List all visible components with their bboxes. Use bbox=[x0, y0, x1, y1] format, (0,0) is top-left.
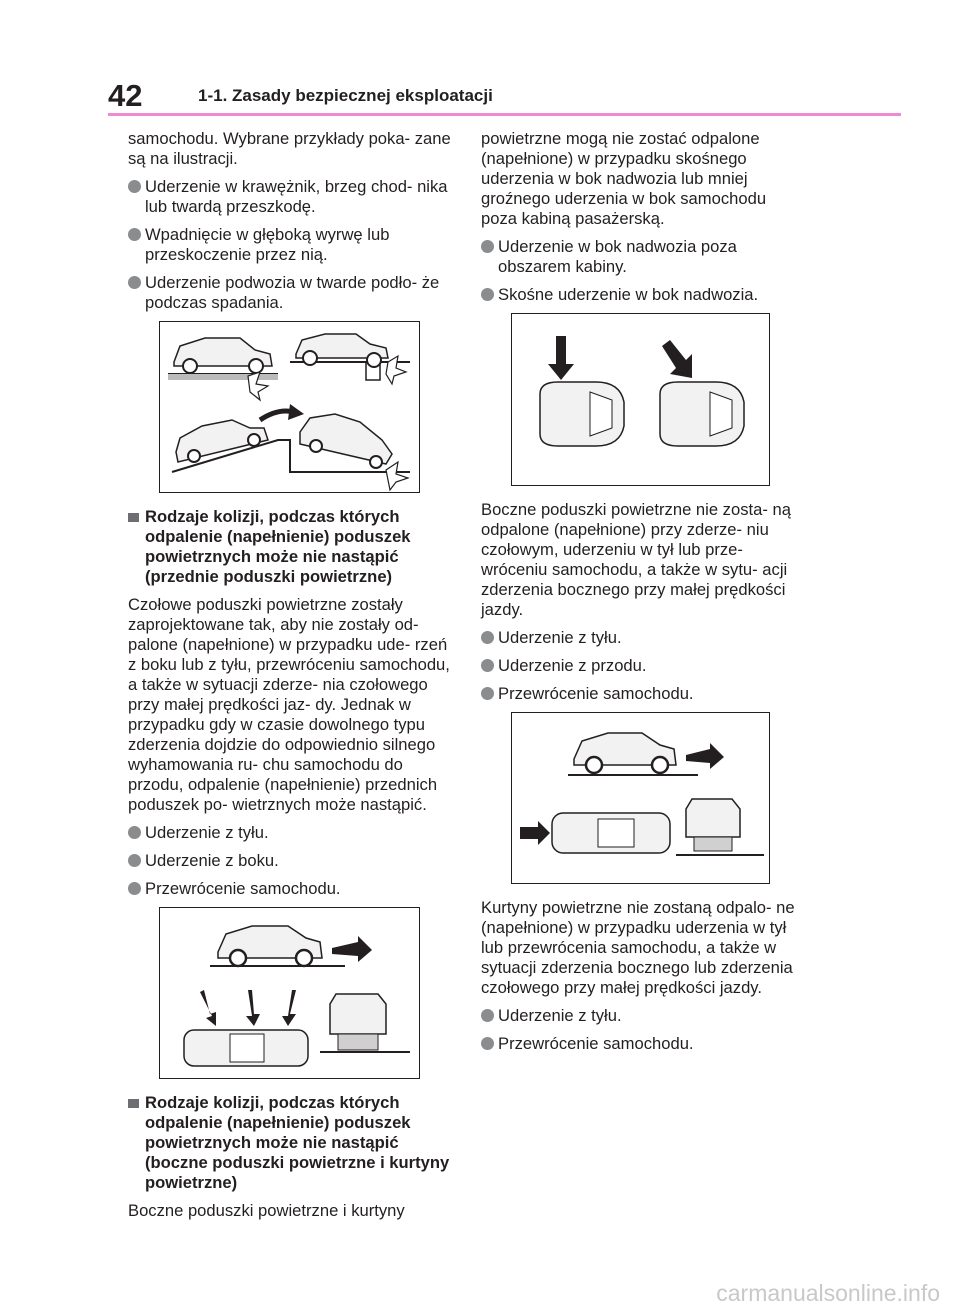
left-paragraph: Czołowe poduszki powietrzne zostały zaprojektowane tak, aby nie zostały od- palone (napełnione) w przypadku ude- rzeń z boku lub z tyłu, przewróceniu samochodu, a także w sytuacji zderze- nia czołowego przy małej prędkości jaz- dy. Jednak w przypadku gdy w czasie dowolnego typu zderzenia dojdzie do odpowiednio silnego wyhamowania ru- chu samochodu do przodu, odpalenie (napełnienie) przednich poduszek po- wietrznych może nastąpić. bbox=[128, 595, 450, 814]
list-item: Uderzenie z tyłu. bbox=[481, 628, 805, 648]
list-item: Uderzenie z tyłu. bbox=[128, 823, 452, 843]
car-illustration-top-view bbox=[184, 1030, 308, 1066]
bullet-icon bbox=[481, 1037, 494, 1050]
heading-marker-icon bbox=[128, 1099, 139, 1108]
car-illustration-curb bbox=[174, 338, 272, 373]
list-item: Uderzenie w krawężnik, brzeg chod- nika lub twardą przeszkodę. bbox=[128, 177, 452, 217]
list-item: Przewrócenie samochodu. bbox=[481, 1034, 805, 1054]
left-intro: samochodu. Wybrane przykłady poka- zane są na ilustracji. bbox=[128, 129, 451, 168]
section-heading: Rodzaje kolizji, podczas których odpalenie (napełnienie) poduszek powietrznych może nie nastąpić (boczne poduszki powietrzne i kurtyny powietrzne) bbox=[128, 1093, 452, 1193]
watermark: carmanualsonline.info bbox=[716, 1280, 940, 1306]
bullet-icon bbox=[128, 276, 141, 289]
figure-impacts bbox=[159, 321, 420, 493]
section-title: 1-1. Zasady bezpiecznej eksploatacji bbox=[198, 86, 493, 105]
right-paragraph: Boczne poduszki powietrzne nie zosta- ną odpalone (napełnione) przy zderze- niu czołowym, uderzeniu w tył lub prze- wróceniu samochodu, a także w sytu- acji zderzenia bocznego przy małej prędkości jazdy. bbox=[481, 500, 791, 619]
section-heading: Rodzaje kolizji, podczas których odpalenie (napełnienie) poduszek powietrznych może nie nastąpić (przednie poduszki powietrzne) bbox=[128, 507, 452, 587]
car-illustration-side-top-view-1 bbox=[540, 382, 624, 446]
car-illustration-falling bbox=[300, 414, 392, 468]
right-column bbox=[481, 129, 805, 1062]
bullet-icon bbox=[481, 659, 494, 672]
bullet-icon bbox=[128, 826, 141, 839]
left-paragraph: Boczne poduszki powietrzne i kurtyny bbox=[128, 1201, 405, 1220]
bullet-icon bbox=[128, 228, 141, 241]
bullet-icon bbox=[128, 882, 141, 895]
figure-side-airbag-exceptions bbox=[511, 712, 770, 884]
car-illustration-top-view bbox=[552, 813, 670, 853]
list-item: Uderzenie z przodu. bbox=[481, 656, 805, 676]
bullet-icon bbox=[481, 240, 494, 253]
right-paragraph: powietrzne mogą nie zostać odpalone (napełnione) w przypadku skośnego uderzenia w bok nadwozia lub mniej groźnego uderzenia w bok samochodu poza kabiną pasażerską. bbox=[481, 129, 767, 228]
bullet-icon bbox=[481, 288, 494, 301]
car-illustration-rollover bbox=[686, 799, 740, 851]
header-rule bbox=[108, 113, 901, 116]
list-item: Uderzenie w bok nadwozia poza obszarem kabiny. bbox=[481, 237, 805, 277]
page-number: 42 bbox=[108, 78, 143, 113]
car-illustration-rear-impact bbox=[218, 926, 322, 966]
car-illustration-side-top-view-2 bbox=[660, 382, 744, 446]
figure-side-impacts bbox=[511, 313, 770, 486]
heading-marker-icon bbox=[128, 513, 139, 522]
list-item: Uderzenie podwozia w twarde podło- że podczas spadania. bbox=[128, 273, 452, 313]
bullet-icon bbox=[128, 854, 141, 867]
right-paragraph: Kurtyny powietrzne nie zostaną odpalo- ne (napełnione) w przypadku uderzenia w tył lub przewrócenia samochodu, a także w sytuacji zderzenia bocznego lub zderzenia czołowego przy małej prędkości jazdy. bbox=[481, 898, 795, 997]
list-item: Przewrócenie samochodu. bbox=[128, 879, 452, 899]
list-item: Skośne uderzenie w bok nadwozia. bbox=[481, 285, 805, 305]
list-item: Uderzenie z boku. bbox=[128, 851, 452, 871]
car-illustration-rollover bbox=[330, 994, 386, 1050]
left-column bbox=[128, 129, 452, 1229]
bullet-icon bbox=[481, 687, 494, 700]
bullet-icon bbox=[481, 1009, 494, 1022]
car-illustration-rear-impact bbox=[574, 733, 676, 773]
list-item: Uderzenie z tyłu. bbox=[481, 1006, 805, 1026]
bullet-icon bbox=[128, 180, 141, 193]
list-item: Przewrócenie samochodu. bbox=[481, 684, 805, 704]
figure-front-airbag-exceptions bbox=[159, 907, 420, 1079]
list-item: Wpadnięcie w głęboką wyrwę lub przeskoczenie przez nią. bbox=[128, 225, 452, 265]
bullet-icon bbox=[481, 631, 494, 644]
car-illustration-ramp bbox=[176, 420, 268, 462]
